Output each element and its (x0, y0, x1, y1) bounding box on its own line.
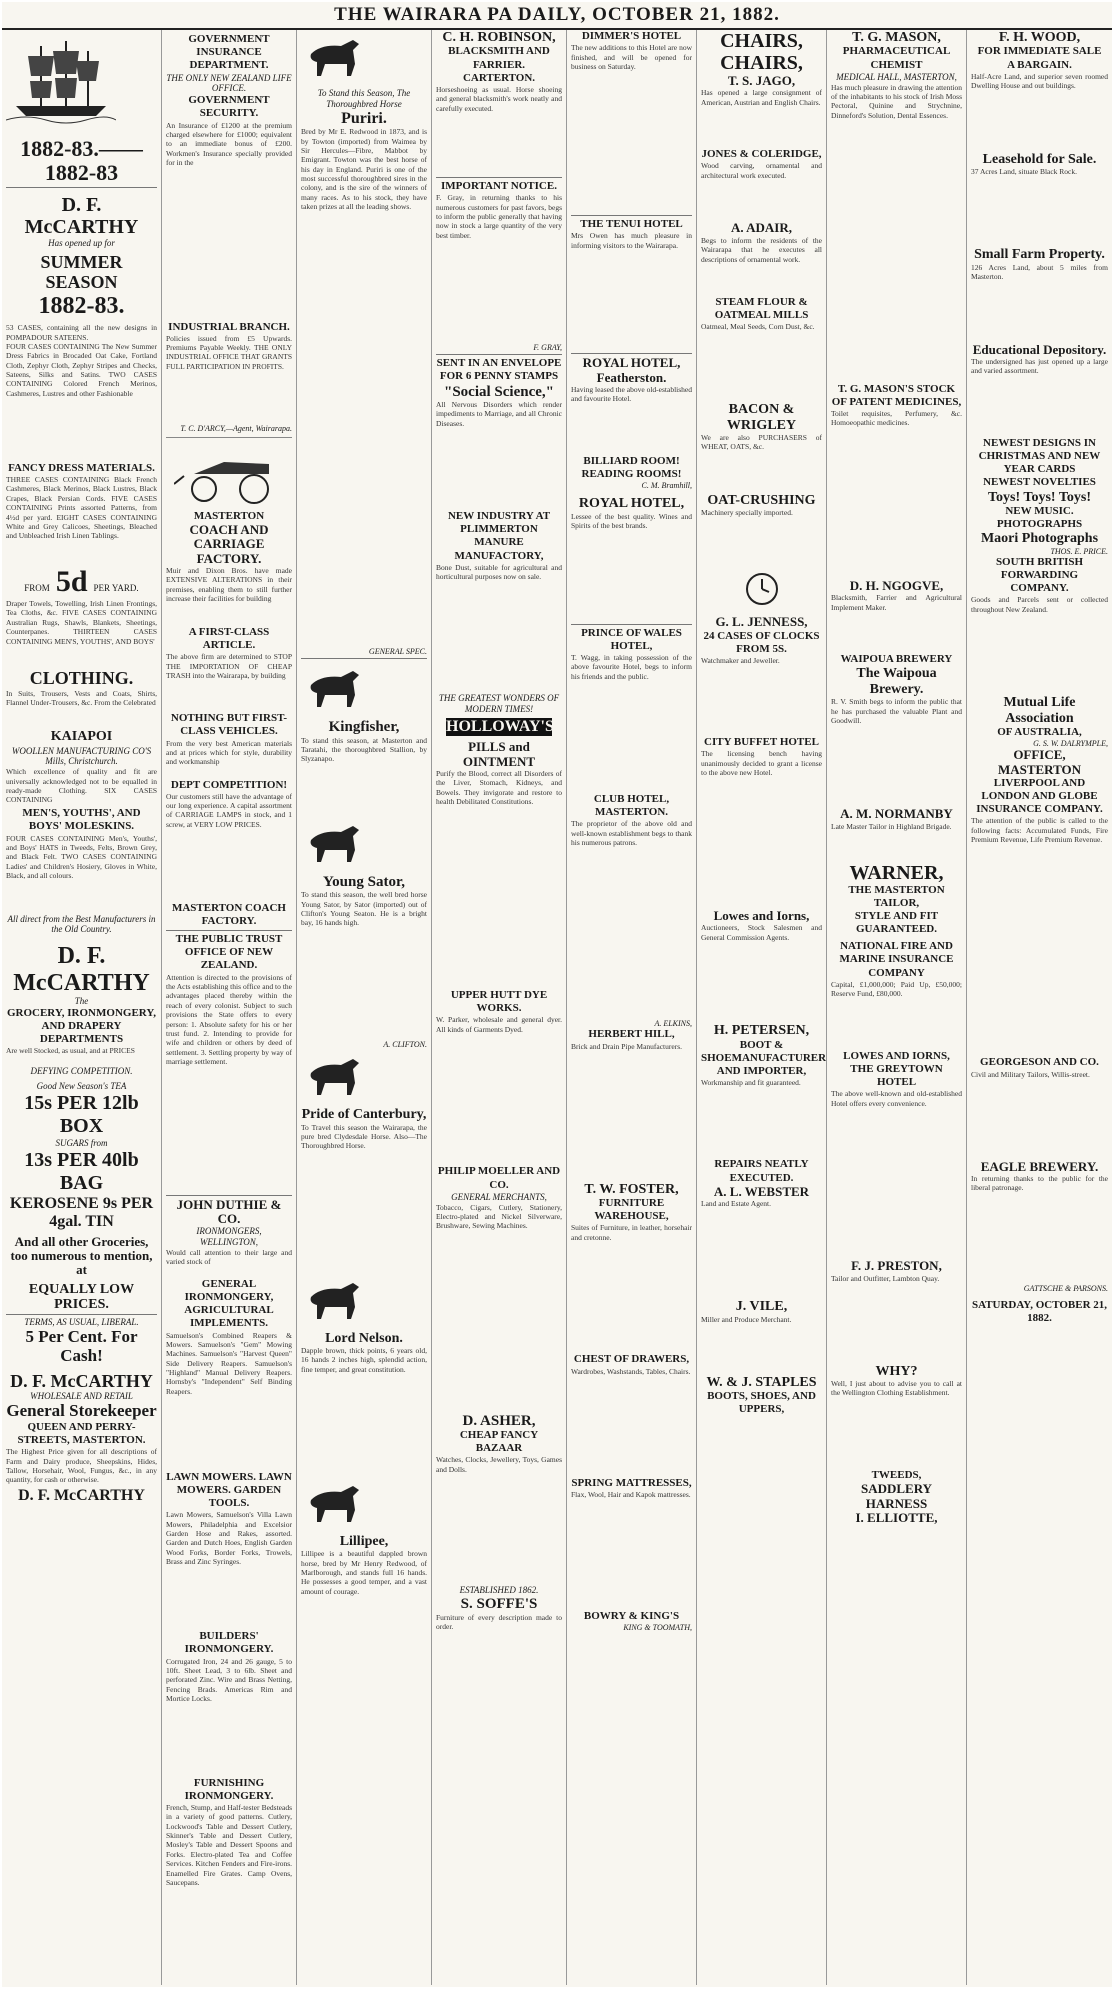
robinson-text: Horseshoeing as usual. Horse shoeing and general blacksmith's work neatly and carefully executed. (436, 84, 562, 113)
mccarthy-name: D. F. McCARTHY (24, 194, 139, 239)
waipoua-brewery: The Waipoua Brewery. (856, 666, 937, 697)
mason: T. G. MASON, (852, 30, 941, 45)
fancy-dress: FANCY DRESS MATERIALS. (8, 461, 155, 474)
price-sig: THOS. E. PRICE. (1050, 546, 1108, 556)
warner: WARNER, (849, 861, 944, 884)
opened-up: Has opened up for (48, 238, 115, 249)
clothing-heading: CLOTHING. (29, 668, 134, 689)
tweeds: TWEEDS, (871, 1469, 922, 1482)
boot-text: Workmanship and fit guaranteed. (701, 1078, 801, 1088)
royal-hotel: ROYAL HOTEL, (578, 496, 685, 512)
wood: F. H. WOOD, (998, 30, 1081, 45)
wales-text: T. Wagg, in taking possession of the above favourite Hotel, begs to inform his friends and the public. (571, 653, 692, 681)
small-farm: Small Farm Property. (974, 247, 1105, 263)
insurance-agent: T. C. D'ARCY,—Agent, Wairarapa. (180, 423, 292, 433)
waipoua-brewery-heading: WAIPOUA BREWERY (840, 653, 953, 666)
soffe: S. SOFFE'S (460, 1596, 538, 1613)
tenui-text: Mrs Owen has much pleasure in informing visitors to the Wairarapa. (571, 231, 692, 250)
ngogve: D. H. NGOGVE, (849, 577, 944, 593)
mccarthy-name-4: D. F. McCARTHY (18, 1487, 145, 1505)
wonders: THE GREATEST WONDERS OF MODERN TIMES! (438, 692, 560, 714)
newest-novelties: NEWEST NOVELTIES (983, 476, 1096, 489)
pills-text: Purify the Blood, correct all Disorders of the Liver, Stomach, Kidneys, and Bowels. They invigorate and restore to health Debilitated Constitutions. (436, 768, 562, 807)
furniture-text: Suites of Furniture, in leather, horsehair and cretonne. (571, 1223, 692, 1242)
herbert-hill: HERBERT HILL, (588, 1028, 675, 1041)
important-notice: IMPORTANT NOTICE. (441, 179, 557, 192)
hats-text: FOUR CASES CONTAINING Men's, Youths', and Boys' HATS in Tweeds, Felts, Brown Grey, and Black Felt. TWO CASES CONTAINING Ladies' and Children's Hosiery, Gloves in White, Black, and all colours. (6, 833, 157, 881)
national-text: Capital, £1,000,000; Paid Up, £50,000; Reserve Fund, £80,000. (831, 979, 962, 999)
ngogve-text: Blacksmith, Farrier and Agricultural Implement Maker. (831, 593, 962, 612)
woollen-mills: WOOLLEN MANUFACTURING CO'S Mills, Christchurch. (11, 745, 152, 767)
mccarthy-name-3: D. F. McCARTHY (10, 1370, 153, 1391)
normanby: A. M. NORMANBY (840, 806, 953, 822)
govt-insurance-ad (166, 30, 292, 438)
produce-text: The Highest Price given for all descriptions of Farm and Dairy produce, Sheepskins, Hides, Tallow, Horsehair, Wool, Fungus, &c., in any quantity, for cash or otherwise. (6, 1447, 157, 1485)
clifton-sig: A. CLIFTON. (383, 1040, 427, 1050)
lord-nelson-text: Dapple brown, thick points, 6 years old, 16 hands 2 inches high, splendid action, fine temper, and great constitution. (301, 1345, 427, 1374)
flannel-price: FROM 5d PER YARD. (24, 565, 139, 599)
lillipee-text: Lillipee is a beautiful dappled brown horse, bred by Mr Henry Redwood, of Marlborough, and stands full 16 hands. He possesses a good temper, and a vast amount of courage. (301, 1549, 427, 1596)
pills-ointment: PILLS and OINTMENT (462, 739, 536, 769)
moeller-text: Tobacco, Cigars, Cutlery, Stationery, Electro-plated and Nickel Silverware, Brushware, Sewing Machines. (436, 1202, 562, 1231)
insurance-text: An Insurance of £1200 at the premium charged elsewhere for £1000; equivalent to an immediate bonus of £200. Workmen's Insurance specially provided for in the (166, 120, 292, 168)
patent-text: Toilet requisites, Perfumery, &c. Homoeopathic medicines. (831, 408, 962, 428)
of-australia: OF AUSTRALIA, (997, 726, 1082, 739)
masterton-heading: MASTERTON (193, 509, 265, 522)
industrial-text: Policies issued from £5 Upwards. Premiums Payable Weekly. THE ONLY INDUSTRIAL OFFICE THAT GRANTS FULL PARTICIPATION IN PROFITS. (166, 333, 292, 371)
medical-hall: MEDICAL HALL, MASTERTON, (836, 71, 957, 82)
moleskins: MEN'S, YOUTHS', AND BOYS' MOLESKINS. (22, 807, 141, 833)
billiard-room: BILLIARD ROOM! READING ROOMS! (581, 454, 682, 481)
furniture-warehouse: FURNITURE WAREHOUSE, (594, 1197, 669, 1223)
defy-competition: DEPT COMPETITION! (170, 778, 288, 791)
kerosene-price: KEROSENE 9s PER 4gal. TIN (9, 1194, 154, 1230)
chairs-heading: CHAIRS, CHAIRS, (720, 30, 803, 74)
column-2 (162, 30, 297, 1985)
jenness: G. L. JENNESS, (715, 614, 808, 630)
kaiapoi: KAIAPOI (50, 728, 113, 744)
royal2-text: Lessee of the best quality. Wines and Spirits of the best brands. (571, 511, 692, 531)
equally-low: EQUALLY LOW PRICES. (28, 1281, 135, 1313)
buffet-text: The licensing bench having unanimously decided to grant a license to the above new Hotel. (701, 749, 822, 777)
maori-photographs: Maori Photographs (980, 531, 1099, 547)
dalrymple: G. S. W. DALRYMPLE, (1033, 739, 1108, 749)
storekeeper: General Storekeeper (6, 1401, 157, 1421)
kingfisher-text: To stand this season, at Masterton and Taratahi, the thoroughbred Stallion, by Slyzanapo. (301, 735, 427, 764)
public-trust-heading: THE PUBLIC TRUST OFFICE OF NEW ZEALAND. (175, 933, 283, 972)
greytown-text: The above well-known and old-established Hotel offers every convenience. (831, 1089, 962, 1108)
builders-ironmongery: BUILDERS' IRONMONGERY. (184, 1630, 274, 1656)
saddlery: SADDLERY HARNESS (860, 1481, 933, 1511)
moeller: PHILIP MOELLER AND CO. (437, 1165, 561, 1191)
column-5 (567, 30, 697, 1985)
why: WHY? (875, 1363, 918, 1379)
season-year: 1882-83. (38, 292, 125, 319)
lawn-text: Lawn Mowers, Samuelson's Villa Lawn Mowers, Philadelphia and Excelsior Garden Hose and Rakes, assorted. Garden and Dutch Hoes, English Garden Wood Forks, Border Forks, Trowels, Brass and Zinc Syringes. (166, 1510, 292, 1567)
young-sator-text: To stand this season, the well bred horse Young Sator, by Sator (imported) out of Clifton's Young Seaton. He is a bright bay, 16 hands high. (301, 890, 427, 928)
horse-illustration-4 (301, 1053, 371, 1098)
eagle-brewery: EAGLE BREWERY. (980, 1158, 1099, 1174)
bramhill: C. M. Bramhill, (641, 481, 692, 491)
furnishing-ironmongery: FURNISHING IRONMONGERY. (184, 1776, 274, 1802)
staples: W. & J. STAPLES (706, 1374, 817, 1390)
drawers-text: Wardrobes, Washstands, Tables, Chairs. (571, 1366, 691, 1376)
blacksmith: BLACKSMITH AND FARRIER. (448, 45, 550, 71)
implements-text: Samuelson's Combined Reapers & Mowers. Samuelson's "Gem" Mowing Machines. Samuelson's "Harvest Queen" Side Delivery Reapers. Samuelson's "Highland" Manual Delivery Reapers. Hornsby's "Independent" Self Binding Reapers. (166, 1330, 292, 1396)
draper-text: Draper Towels, Towelling, Irish Linen Frontings, Tea Cloths, &c. FIVE CASES CONTAINING Australian Rugs, Shawls, Blankets, Sheetings, Counterpanes. THIRTEEN CASES CONTAINING MEN'S, YOUTHS', AND BOYS' (6, 599, 157, 646)
govt-insurance-heading: GOVERNMENT INSURANCE DEPARTMENT. (188, 33, 270, 72)
preston: F. J. PRESTON, (851, 1258, 942, 1274)
chemist: PHARMACEUTICAL CHEMIST (842, 45, 951, 71)
social-science: "Social Science," (444, 383, 554, 400)
column-7 (827, 30, 967, 1985)
puriri: Puriri. (341, 109, 387, 127)
carterton: CARTERTON. (462, 71, 536, 84)
forwarding: SOUTH BRITISH FORWARDING COMPANY. (995, 555, 1084, 595)
builders-text: Corrugated Iron, 24 and 26 gauge, 5 to 10ft. Sheet Lead, 3 to 6lb. Sheet and perforated Zinc. Wire and Brass Netting, Fencing Brads. Americas Rim and Mortice Locks. (166, 1656, 292, 1704)
club-hotel: CLUB HOTEL, MASTERTON. (593, 793, 670, 819)
masthead (2, 2, 1112, 30)
agricultural-implements: AGRICULTURAL IMPLEMENTS. (184, 1304, 274, 1330)
stand-season: To Stand this Season, The Thoroughbred Horse (317, 88, 411, 109)
georgeson: GEORGESON AND CO. (980, 1056, 1099, 1069)
eagle-text: In returning thanks to the public for the liberal patronage. (971, 1173, 1108, 1193)
upper-hutt: UPPER HUTT DYE WORKS. (450, 988, 548, 1015)
cheap-bazaar: CHEAP FANCY BAZAAR (459, 1429, 539, 1455)
streets: QUEEN AND PERRY-STREETS, MASTERTON. (17, 1420, 146, 1447)
petersen: H. PETERSEN, (713, 1023, 810, 1039)
newspaper-page (2, 2, 1112, 1987)
social-text: All Nervous Disorders which render impediments to Marriage, and all Chronic Diseases. (436, 400, 562, 428)
duthie-text: Would call attention to their large and varied stock of (166, 1247, 292, 1267)
defying: DEFYING COMPETITION. (30, 1066, 133, 1077)
robinson-heading: C. H. ROBINSON, (442, 30, 556, 45)
tea-label: Good New Season's TEA (36, 1081, 127, 1092)
lord-nelson: Lord Nelson. (325, 1330, 403, 1346)
sugars-price: 13s PER 40lb BAG (24, 1148, 139, 1194)
oat-text: Machinery specially imported. (701, 508, 793, 518)
webster-text: Land and Estate Agent. (701, 1199, 771, 1209)
elkins: A. ELKINS, (654, 1019, 692, 1029)
clocks-offer: 24 CASES OF CLOCKS FROM 5S. (703, 629, 820, 655)
bowry-king: BOWRY & KING'S (583, 1609, 680, 1622)
ironmongers: IRONMONGERS, (196, 1226, 262, 1237)
industry-text: Bone Dust, suitable for agricultural and horticultural purposes now on sale. (436, 562, 562, 582)
chest-of-drawers: CHEST OF DRAWERS, (573, 1353, 690, 1366)
horse-illustration-1 (301, 34, 371, 79)
column-1 (2, 30, 162, 1985)
direct-import: All direct from the Best Manufacturers in the Old Country. (7, 913, 156, 935)
nothing-but: NOTHING BUT FIRST-CLASS VEHICLES. (170, 712, 288, 738)
column-4 (432, 30, 567, 1985)
educational-text: The undersigned has just opened up a large and varied assortment. (971, 356, 1108, 376)
furnishing-text: French, Stump, and Half-tester Bedsteads in a variety of good patterns. Cutlery, Lockwood's Table and Dessert Cutlery, Skinner's Table and Dessert Cutlery, Mosley's Table and Dessert Spoons and Forks. Electro-plated Tea and Coffee Services. Kitchen Fenders and Fire-irons. Enamelled Fire Grates. Camp Ovens, Saucepans. (166, 1802, 292, 1887)
horse-illustration-3 (301, 820, 371, 865)
firstclass-text: The above firm are determined to STOP THE IMPORTATION OF CHEAP TRASH into the Wairarapa, by building (166, 652, 292, 680)
club-text: The proprietor of the above old and well-known establishment begs to thank his numerous patrons. (571, 819, 692, 848)
educational: Educational Depository. (972, 341, 1107, 357)
tea-price: 15s PER 12lb BOX (24, 1091, 139, 1137)
summer-season: SUMMER SEASON (40, 252, 123, 292)
liverpool-text: The attention of the public is called to the following facts: Accumulated Funds, Fire Premium Revenue, Life Premium Revenue. (971, 816, 1108, 845)
cases-text: FOUR CASES CONTAINING The New Summer Dress Fabrics in Brocaded Oat Cake, Fortland Cloth, Zephyr Cloth, Zephyr Stripes and Checks, Sateens, Silks and Satins. TWO CASES CONTAINING Colored French Merinos, Cashmeres, Lustres and other Fashionable (6, 341, 157, 398)
established: ESTABLISHED 1862. (459, 1585, 539, 1596)
pride-of-canterbury: Pride of Canterbury, (301, 1107, 427, 1123)
new-music: NEW MUSIC. (1005, 504, 1074, 517)
dept-text: Are well Stocked, as usual, and at PRICES (6, 1046, 135, 1056)
wellington: WELLINGTON, (199, 1237, 259, 1248)
imprint-date: SATURDAY, OCTOBER 21, 1882. (971, 1298, 1108, 1325)
horse-illustration-5 (301, 1277, 371, 1322)
georgeson-text: Civil and Military Tailors, Willis-street. (971, 1069, 1090, 1079)
photographs: PHOTOGRAPHS (996, 518, 1083, 531)
tenui-hotel: THE TENUI HOTEL (580, 218, 683, 231)
toys: Toys! Toys! Toys! (988, 489, 1091, 505)
ship-illustration (6, 36, 116, 126)
dimmers-hotel: DIMMER'S HOTEL (581, 30, 682, 42)
young-sator: Young Sator, (323, 873, 405, 890)
groceries-text: And all other Groceries, too numerous to mention, at (10, 1233, 153, 1278)
mccarthy-name-2: D. F. McCARTHY (13, 943, 150, 996)
vile: J. VILE, (735, 1299, 788, 1315)
liverpool: LIVERPOOL AND LONDON AND GLOBE INSURANCE COMPANY. (976, 776, 1103, 816)
repairs: REPAIRS NEATLY EXECUTED. (714, 1158, 809, 1184)
gattsche: GATTSCHE & PARSONS. (1023, 1283, 1108, 1293)
cogg-text: Wood carving, ornamental and architectural work executed. (701, 161, 822, 180)
boots-shoes: BOOTS, SHOES, AND UPPERS, (707, 1389, 816, 1416)
bacon-wrigley: BACON & WRIGLEY (726, 402, 797, 433)
lowes-text: Auctioneers, Stock Salesmen and General Commission Agents. (701, 923, 822, 942)
lillipee: Lillipee, (339, 1533, 389, 1549)
bazaar-text: Watches, Clocks, Jewellery, Toys, Games and Dolls. (436, 1455, 562, 1474)
coach-text: Muir and Dixon Bros. have made EXTENSIVE ALTERATIONS in their premises, enabling them to still further increase their facilities for building (166, 565, 292, 603)
pompadour-text: 53 CASES, containing all the new designs in POMPADOUR SATEENS. (6, 323, 157, 342)
general-merchants: GENERAL MERCHANTS, (451, 1191, 547, 1202)
jago-text: Has opened a large consignment of American, Austrian and English Chairs. (701, 88, 822, 107)
oat-crushing: OAT-CRUSHING (707, 492, 816, 508)
boot-shoe: BOOT & SHOEMANUFACTURER AND IMPORTER, (701, 1038, 827, 1078)
asher: D. ASHER, (462, 1412, 536, 1429)
forwarding-text: Goods and Parcels sent or collected throughout New Zealand. (971, 595, 1108, 614)
gray-text: F. Gray, in returning thanks to his numerous customers for past favors, begs to inform the public generally that having now in stock a large quantity of the very best timber. (436, 193, 562, 240)
duthie-heading: JOHN DUTHIE & CO. (176, 1196, 282, 1226)
puriri-text: Bred by Mr E. Redwood in 1873, and is by Towton (imported) from Waimea by Sir Hercules—Fibre, Mabbot by Emigrant. Towton was the best horse of his day in England. Puriri is one of the most successful thoroughbred sires in the colony, and is the sire of the winners of many races. As to his stock, they have taken prizes at all the leading shows. (301, 127, 427, 212)
royal-text: Having leased the above old-established and favourite Hotel. (571, 384, 692, 404)
horse-illustration-6 (301, 1480, 371, 1525)
bacon-text: We are also PURCHASERS of WHEAT, OATS, &c. (701, 432, 822, 452)
lowes-iorns: Lowes and Iorns, (713, 908, 810, 924)
vile-text: Miller and Produce Merchant. (701, 1314, 792, 1324)
season-heading: 1882-83.——1882-83 (20, 136, 143, 186)
stamps-heading: SENT IN AN ENVELOPE FOR 6 PENNY STAMPS (436, 357, 562, 383)
clocks-text: Watchmaker and Jeweller. (701, 656, 780, 665)
king-toomath: KING & TOOMATH, (623, 1623, 692, 1632)
departments: GROCERY, IRONMONGERY, AND DRAPERY DEPARTMENTS (6, 1006, 157, 1046)
gray-sig: F. GRAY, (533, 343, 562, 353)
spring-text: Flax, Wool, Hair and Kapok mattresses. (571, 1489, 691, 1499)
immediate-sale: FOR IMMEDIATE SALE (977, 45, 1102, 58)
adair-text: Begs to inform the residents of the Wairarapa that he executes all descriptions of ornamental work. (701, 235, 822, 264)
small-text: 126 Acres Land, about 5 miles from Masterton. (971, 262, 1108, 281)
horse-illustration-2 (301, 665, 371, 710)
normanby-text: Late Master Tailor in Highland Brigade. (831, 821, 952, 831)
factory-text: Our customers still have the advantage of our long experience. A capital assortment of CARRIAGE LAMPS in stock, and 1 screw, at VERY LOW PRICES. (166, 791, 292, 829)
masterton-tailor: THE MASTERTON TAILOR, (848, 883, 945, 909)
leasehold-text: 37 Acres Land, situate Black Rock. (971, 167, 1078, 177)
hill-text: Brick and Drain Pipe Manufacturers. (571, 1041, 683, 1051)
holloways-banner: HOLLOWAY'S (446, 718, 554, 736)
steam-mills: STEAM FLOUR & OATMEAL MILLS (714, 295, 809, 321)
leasehold: Leasehold for Sale. (982, 151, 1097, 167)
office-masterton: OFFICE, MASTERTON (997, 747, 1082, 777)
soffe-text: Furniture of every description made to order. (436, 1612, 562, 1632)
trust-text: Attention is directed to the provisions of the Acts establishing this office and to the advantages placed thereby within the reach of every colonist. Subject to such provisions the State offers to every person: 1. Absolute safety for his or her trust fund. 2. Intending to provide for wife and children or others by deed of settlement. 3. Settling property by way of marriage settlement. (166, 972, 292, 1067)
newest-designs: NEWEST DESIGNS IN CHRISTMAS AND NEW YEAR CARDS (978, 436, 1101, 476)
general-ironmongery: GENERAL IRONMONGERY, (184, 1277, 274, 1304)
prince-of-wales: PRINCE OF WALES HOTEL, (581, 626, 682, 652)
jones-coleridge: JONES & COLERIDGE, (701, 148, 822, 161)
column-6 (697, 30, 827, 1985)
carriage-illustration (174, 444, 284, 504)
general-spec: GENERAL SPEC. (368, 647, 427, 657)
coach-factory-heading: COACH AND CARRIAGE FACTORY. (189, 521, 269, 566)
why-text: Well, I just about to advise you to call at the Wellington Clothing Establishment. (831, 1379, 962, 1398)
column-3 (297, 30, 432, 1985)
mills-text-2: Oatmeal, Meal Seeds, Corn Dust, &c. (701, 322, 815, 332)
elliotte: I. ELLIOTTE, (855, 1509, 938, 1525)
clothing-text: In Suits, Trousers, Vests and Coats, Shirts, Flannel Under-Trousers, &c. From the Celebrated (6, 688, 157, 708)
mason-text: Has much pleasure in drawing the attention of the inhabitants to his stock of Irish Moss Pectoral, Quinine and Strychnine, Dinneford's Solution, Dental Essences. (831, 82, 962, 120)
webster: A. L. WEBSTER (713, 1183, 810, 1199)
clock-icon (701, 572, 822, 611)
preston-text: Tailor and Outfitter, Lambton Quay. (831, 1273, 940, 1283)
fancy-text: THREE CASES CONTAINING Black French Cashmeres, Black Merinos, Black Lustres, Black Crapes, Black Persian Cords. FIVE CASES CONTAINING Prints assorted Patterns, from 4½d per yard. EIGHT CASES CONTAINING White and Grey Calicoes, Sheetings, Bleached and Unbleached Irish Linen Tablings. (6, 475, 157, 541)
terms: TERMS, AS USUAL, LIBERAL. (24, 1317, 139, 1328)
pride-text: To Travel this season the Wairarapa, the pure bred Clydesdale Horse. Also—The Thoroughbred Horse. (301, 1122, 427, 1151)
bargain-text: Half-Acre Land, and superior seven roomed Dwelling House and out buildings. (971, 71, 1108, 91)
dye-text: W. Parker, wholesale and general dyer. All kinds of Garments Dyed. (436, 1015, 562, 1034)
wholesale: WHOLESALE AND RETAIL (30, 1391, 133, 1402)
city-buffet: CITY BUFFET HOTEL (704, 736, 819, 748)
newspaper-title: THE WAIRARA PA DAILY, OCTOBER 21, 1882. (334, 4, 780, 25)
coach-factory-sig: MASTERTON COACH FACTORY. (171, 901, 286, 927)
greytown-hotel: THE GREYTOWN HOTEL (850, 1063, 943, 1089)
adair: A. ADAIR, (730, 220, 793, 236)
new-industry: NEW INDUSTRY AT PLIMMERTON MANURE MANUFACTORY, (447, 510, 551, 562)
kingfisher: Kingfisher, (328, 719, 400, 736)
sugars-label: SUGARS from (55, 1137, 108, 1148)
first-class-article: A FIRST-CLASS ARTICLE. (188, 625, 270, 651)
lowes-iorns-2: LOWES AND IORNS, (843, 1049, 950, 1062)
patent-medicines: T. G. MASON'S STOCK OF PATENT MEDICINES, (831, 382, 962, 408)
royal-hotel-featherston: ROYAL HOTEL, Featherston. (582, 355, 681, 385)
jago: T. S. JAGO, (727, 73, 796, 88)
national-insurance: NATIONAL FIRE AND MARINE INSURANCE COMPANY (839, 940, 954, 979)
vehicles-text: From the very best American materials and at prices which for style, durability and workmanship (166, 738, 292, 767)
mutual-life: Mutual Life Association (1003, 695, 1076, 726)
mills-text: Which excellence of quality and fit are universally acknowledged not to be equalled in ready-made Clothing. SIX CASES CONTAINING (6, 767, 157, 805)
bargain: A BARGAIN. (1007, 58, 1072, 71)
column-8 (967, 30, 1112, 1985)
brewery-text: R. V. Smith begs to inform the public that he has purchased the valuable Plant and Goodwill. (831, 697, 962, 725)
only-office: THE ONLY NEW ZEALAND LIFE OFFICE. (166, 72, 292, 94)
cash-discount: 5 Per Cent. For Cash! (25, 1327, 138, 1365)
the-label: The (74, 996, 89, 1007)
lawn-mowers: LAWN MOWERS. LAWN MOWERS. GARDEN TOOLS. (166, 1470, 292, 1509)
govt-security: GOVERNMENT SECURITY. (188, 94, 270, 120)
spring-mattresses: SPRING MATTRESSES, (571, 1476, 692, 1489)
style-fit: STYLE AND FIT GUARANTEED. (854, 909, 939, 936)
industrial-branch: INDUSTRIAL BRANCH. (168, 320, 290, 333)
dimmers-text: The new additions to this Hotel are now finished, and will be opened for business on Saturday. (571, 43, 692, 71)
foster: T. W. FOSTER, (584, 1181, 679, 1197)
